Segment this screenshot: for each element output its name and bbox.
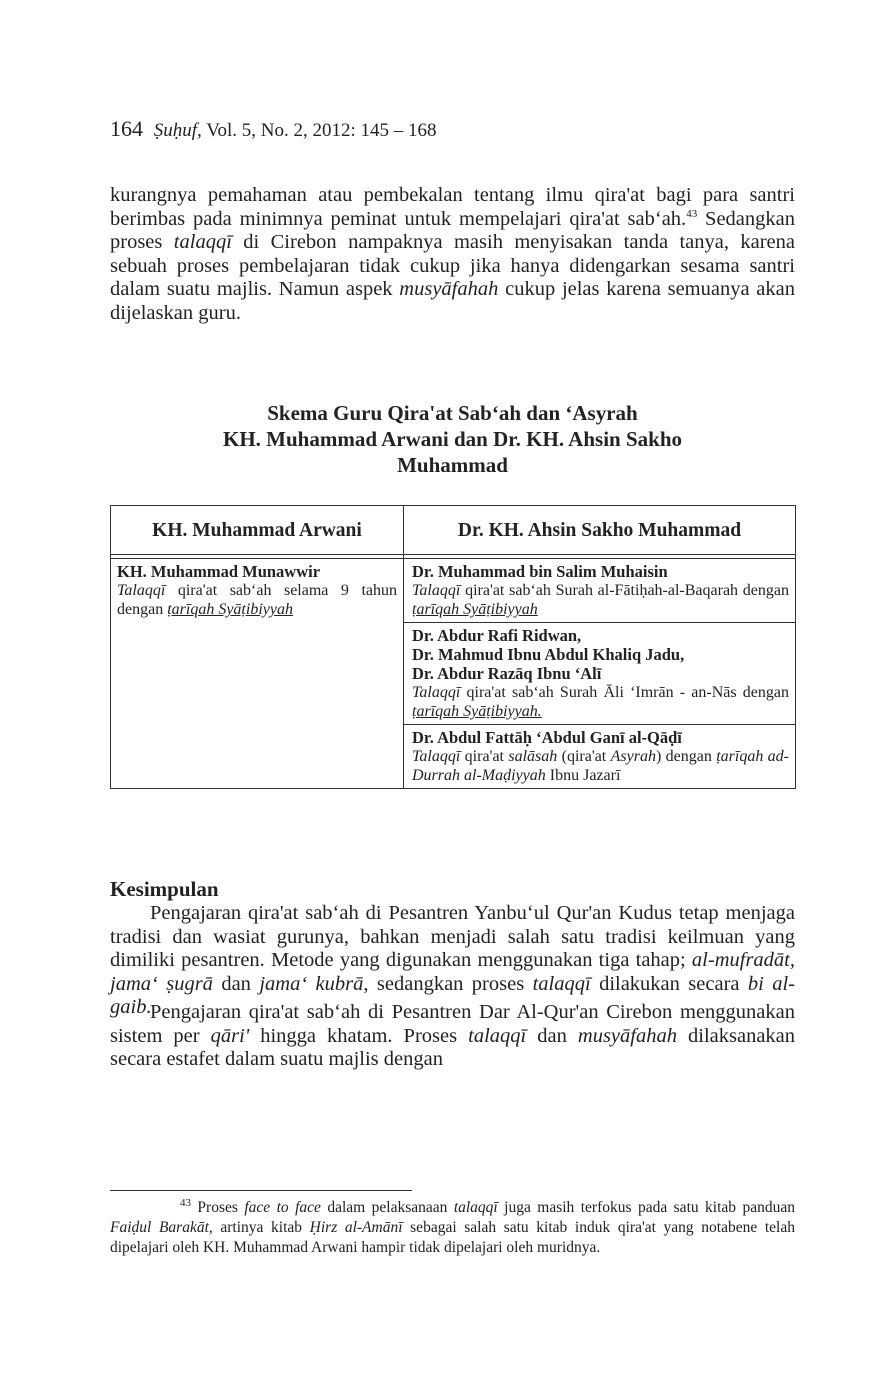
conclusion-paragraph-2: Pengajaran qira'at sab‘ah di Pesantren Dar Al-Qur'an Cirebon menggunakan sistem per qāri' hingga khatam. Proses talaqqī dan musyāfahah dilaksanakan secara estafet dalam suatu majlis dengan — [110, 1001, 796, 1071]
left-teacher-cell: KH. Muhammad Munawwir Talaqqī qira'at sab‘ah selama 9 tahun dengan ṭarīqah Syāṭibiyyah — [111, 559, 404, 789]
teacher-block: Dr. Abdur Rafi Ridwan, Dr. Mahmud Ibnu Abdul Khaliq Jadu, Dr. Abdur Razāq Ibnu ‘Alī Talaqqī qira'at sab‘ah Surah Āli ‘Imrān - an-Nās dengan ṭarīqah Syāṭibiyyah. — [404, 623, 795, 725]
teacher-block: Dr. Muhammad bin Salim Muhaisin Talaqqī qira'at sab‘ah Surah al-Fātiḥah-al-Baqarah dengan ṭarīqah Syāṭibiyyah — [404, 559, 795, 623]
conclusion-paragraph-1: Pengajaran qira'at sab‘ah di Pesantren Yanbu‘ul Qur'an Kudus tetap menjaga tradisi dan wasiat gurunya, bahkan menjadi salah satu tradisi keilmuan yang dimiliki pesantren. Metode yang digunakan menggunakan tiga tahap; al-mufradāt, jama‘ ṣugrā dan jama‘ kubrā, sedangkan proses talaqqī dilakukan secara bi al-gaib. — [110, 902, 795, 1019]
journal-name: Ṣuḥuf, — [153, 120, 202, 141]
teacher-block: Dr. Abdul Fattāḥ ‘Abdul Ganī al-Qāḍī Talaqqī qira'at salāsah (qira'at Asyrah) dengan ṭarīqah ad-Durrah al-Maḍiyyah Ibnu Jazarī — [412, 728, 790, 784]
teacher-schema-table — [110, 505, 796, 789]
footnote-43: $^{43}$ Proses face to face dalam pelaksanaan talaqqī juga masih terfokus pada satu kitab panduan Faiḍul Barakāt, artinya kitab Ḥirz al-Amānī sebagai salah satu kitab induk qira'at yang notabene telah dipelajari oleh KH. Muhammad Arwani hampir tidak dipelajari oleh muridnya. — [110, 1196, 795, 1256]
footnote-divider — [110, 1190, 412, 1191]
section-heading-kesimpulan: Kesimpulan — [110, 877, 219, 901]
right-teachers-cell — [404, 559, 796, 789]
page-number: 164 — [110, 116, 143, 141]
header-left: KH. Muhammad Arwani — [111, 506, 404, 555]
table-row — [111, 559, 796, 789]
header-right: Dr. KH. Ahsin Sakho Muhammad — [404, 506, 796, 555]
schema-title: Skema Guru Qira'at Sab‘ah dan ‘Asyrah KH. Muhammad Arwani dan Dr. KH. Ahsin Sakho Muhammad — [222, 401, 683, 477]
running-header — [110, 116, 437, 142]
body-paragraph-1: kurangnya pemahaman atau pembekalan tentang ilmu qira'at bagi para santri berimbas pada minimnya peminat untuk mempelajari qira'at sab‘ah.$^{43}$ Sedangkan proses talaqqī di Cirebon nampaknya masih menyisakan tanda tanya, karena sebuah proses pembelajaran tidak cukup jika hanya didengarkan sesama santri dalam suatu majlis. Namun aspek musyāfahah cukup jelas karena semuanya akan dijelaskan guru. — [110, 184, 795, 324]
journal-volume: Vol. 5, No. 2, 2012: 145 – 168 — [206, 120, 437, 141]
table-header-row — [111, 506, 796, 555]
footnote-ref[interactable]: 43 — [686, 207, 698, 220]
